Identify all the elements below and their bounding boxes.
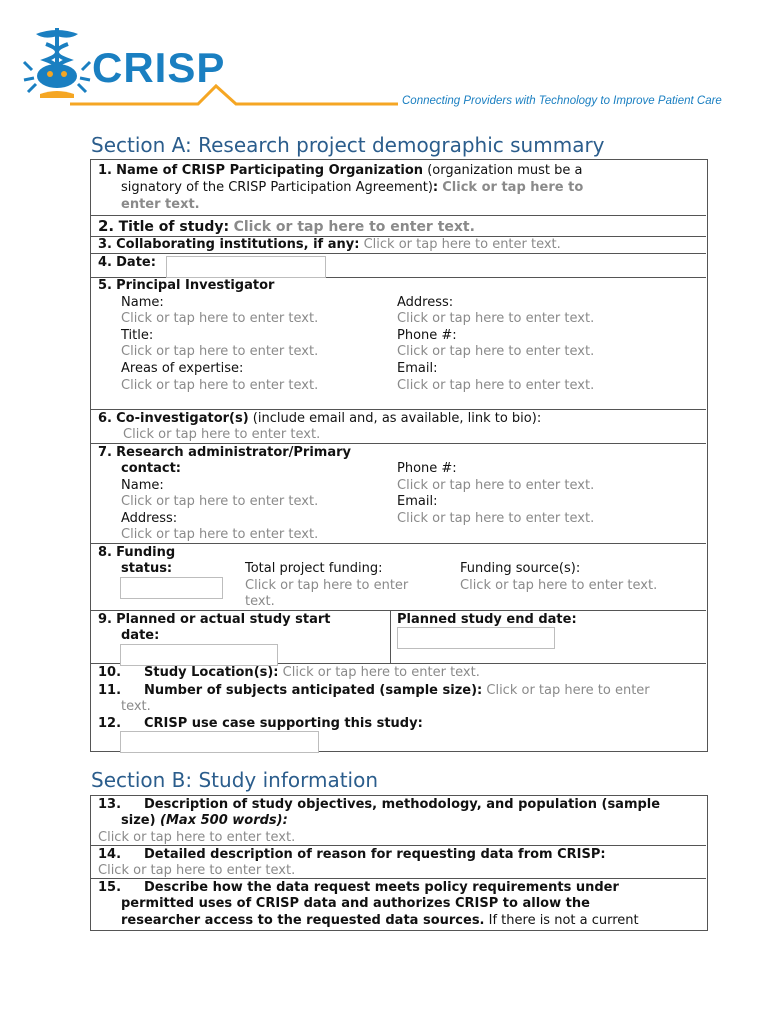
use-case-select[interactable]: [120, 731, 319, 753]
coinvestigator-input[interactable]: Click or tap here to enter text.: [123, 427, 321, 442]
funding-source-label: Funding source(s):: [460, 561, 581, 576]
request-reason-input[interactable]: Click or tap here to enter text.: [98, 863, 296, 878]
ra-email-input[interactable]: Click or tap here to enter text.: [397, 511, 595, 526]
end-date-label: Planned study end date:: [397, 612, 577, 627]
question-7: 7. Research administrator/Primary: [98, 445, 352, 460]
section-b-title: Section B: Study information: [91, 768, 379, 792]
ra-phone-label: Phone #:: [397, 461, 457, 476]
tagline: Connecting Providers with Technology to Improve Patient Care: [402, 95, 722, 107]
funding-source-input[interactable]: Click or tap here to enter text.: [460, 578, 658, 593]
header-accent-line: [0, 80, 400, 110]
ra-email-label: Email:: [397, 494, 438, 509]
question-6: 6. Co-investigator(s) (include email and, as available, link to bio):: [98, 411, 542, 426]
question-15: 15. Describe how the data request meets policy requirements under: [98, 880, 619, 895]
question-1: 1. Name of CRISP Participating Organization (organization must be a: [98, 163, 583, 178]
question-3: 3. Collaborating institutions, if any: Click or tap here to enter text.: [98, 237, 561, 252]
question-10: 10. Study Location(s): Click or tap here to enter text.: [98, 665, 480, 680]
pi-name-input[interactable]: Click or tap here to enter text.: [121, 311, 319, 326]
pi-address-input[interactable]: Click or tap here to enter text.: [397, 311, 595, 326]
pi-expertise-label: Areas of expertise:: [121, 361, 244, 376]
total-funding-input[interactable]: Click or tap here to enter: [245, 578, 409, 593]
q1-input-cont[interactable]: enter text.: [121, 197, 200, 212]
q8-label-cont: status:: [121, 561, 173, 576]
pi-expertise-input[interactable]: Click or tap here to enter text.: [121, 378, 319, 393]
question-8: 8. Funding: [98, 545, 176, 560]
start-date-input[interactable]: [120, 644, 278, 666]
question-9: 9. Planned or actual study start: [98, 612, 331, 627]
q1-label: Name of CRISP Participating Organization: [116, 163, 424, 178]
question-5: 5. Principal Investigator: [98, 278, 275, 293]
question-4: 4. Date:: [98, 255, 156, 270]
ra-name-label: Name:: [121, 478, 164, 493]
pi-name-label: Name:: [121, 295, 164, 310]
q3-input[interactable]: Click or tap here to enter text.: [363, 237, 561, 252]
q7-label-cont: contact:: [121, 461, 181, 476]
total-funding-input-cont[interactable]: text.: [245, 594, 275, 609]
question-14: 14. Detailed description of reason for requesting data from CRISP:: [98, 847, 606, 862]
q15-label-line3: researcher access to the requested data sources.: [121, 913, 485, 928]
section-a-title: Section A: Research project demographic summary: [91, 133, 605, 157]
pi-phone-input[interactable]: Click or tap here to enter text.: [397, 344, 595, 359]
question-13: 13. Description of study objectives, methodology, and population (sample: [98, 797, 661, 812]
pi-title-input[interactable]: Click or tap here to enter text.: [121, 344, 319, 359]
ra-address-label: Address:: [121, 511, 178, 526]
sample-size-input-cont[interactable]: text.: [121, 699, 151, 714]
q15-label-line2: permitted uses of CRISP data and authorizes CRISP to allow the: [121, 896, 590, 911]
pi-email-label: Email:: [397, 361, 438, 376]
q9-label-cont: date:: [121, 628, 160, 643]
pi-phone-label: Phone #:: [397, 328, 457, 343]
q2-input[interactable]: Click or tap here to enter text.: [233, 219, 475, 235]
question-11: 11. Number of subjects anticipated (sample size): Click or tap here to enter: [98, 683, 650, 698]
total-funding-label: Total project funding:: [245, 561, 383, 576]
question-2: 2. Title of study: Click or tap here to enter text.: [98, 217, 475, 235]
pi-title-label: Title:: [121, 328, 154, 343]
q1-input[interactable]: Click or tap here to: [442, 180, 584, 195]
end-date-input[interactable]: [397, 627, 555, 649]
sample-size-input[interactable]: Click or tap here to enter: [486, 683, 650, 698]
study-location-input[interactable]: Click or tap here to enter text.: [282, 665, 480, 680]
funding-status-select[interactable]: [120, 577, 223, 599]
ra-phone-input[interactable]: Click or tap here to enter text.: [397, 478, 595, 493]
logo-text: CRISP: [92, 44, 226, 91]
study-description-input[interactable]: Click or tap here to enter text.: [98, 830, 296, 845]
date-input[interactable]: [166, 256, 326, 278]
ra-address-input[interactable]: Click or tap here to enter text.: [121, 527, 319, 542]
pi-address-label: Address:: [397, 295, 454, 310]
question-12: 12. CRISP use case supporting this study:: [98, 716, 423, 731]
ra-name-input[interactable]: Click or tap here to enter text.: [121, 494, 319, 509]
pi-email-input[interactable]: Click or tap here to enter text.: [397, 378, 595, 393]
